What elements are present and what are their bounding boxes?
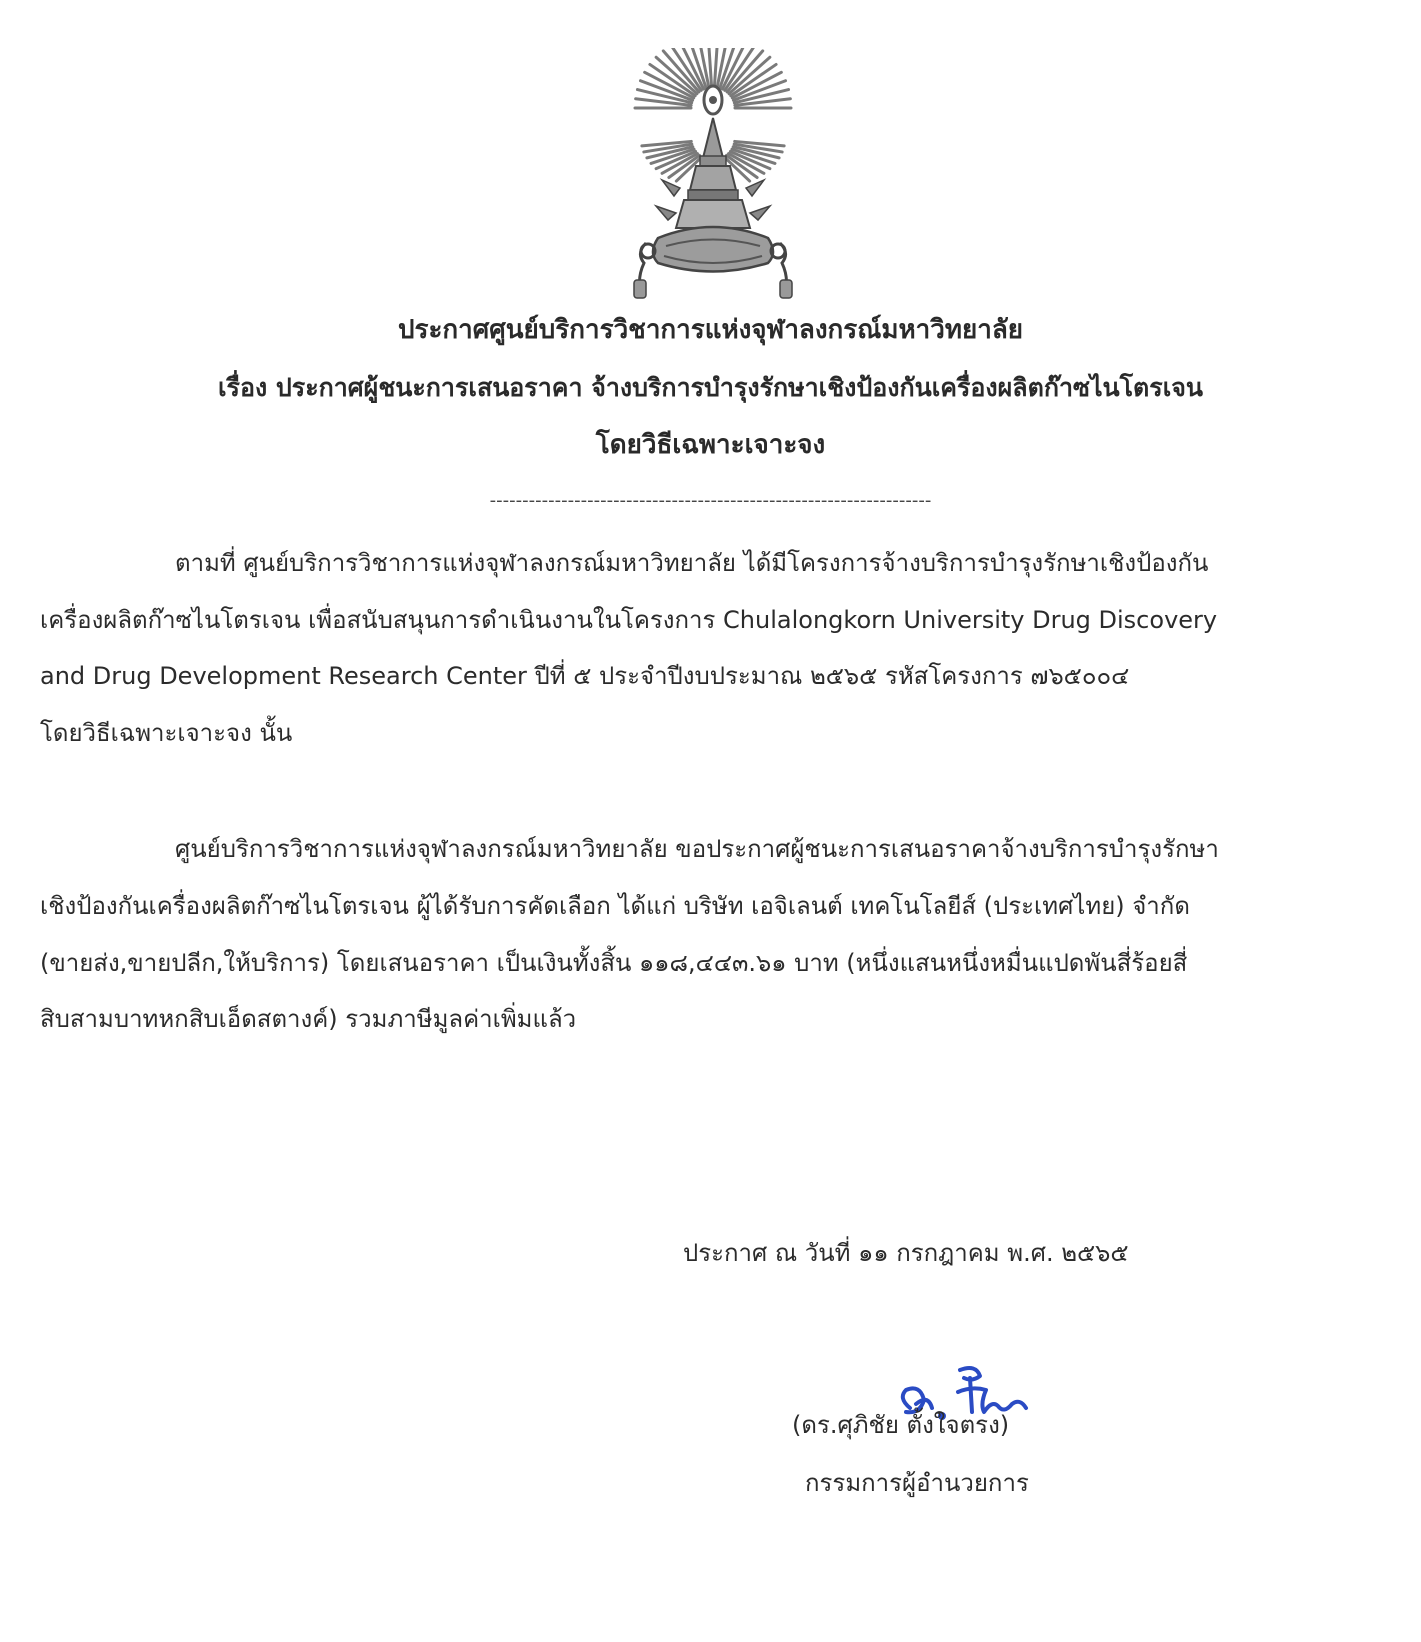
signer-position: กรรมการผู้อำนวยการ (805, 1469, 1029, 1497)
paragraph-2-line: สิบสามบาทหกสิบเอ็ดสตางค์) รวมภาษีมูลค่าเพิ่มแล้ว (40, 1005, 577, 1033)
paragraph-1-line: เครื่องผลิตก๊าซไนโตรเจน เพื่อสนับสนุนการดำเนินงานในโครงการ Chulalongkorn University Drug Discovery (40, 606, 1218, 634)
paragraph-2-line: เชิงป้องกันเครื่องผลิตก๊าซไนโตรเจน ผู้ได้รับการคัดเลือก ได้แก่ บริษัท เอจิเลนต์ เทคโนโลยีส์ (ประเทศไทย) จำกัด (40, 892, 1190, 920)
separator-line: -------------------------------------------------------------------- (489, 490, 932, 511)
announcement-title: ประกาศศูนย์บริการวิชาการแห่งจุฬาลงกรณ์มหาวิทยาลัย (398, 315, 1023, 345)
announcement-date: ประกาศ ณ วันที่ ๑๑ กรกฎาคม พ.ศ. ๒๕๖๕ (683, 1239, 1129, 1267)
announcement-subject: เรื่อง ประกาศผู้ชนะการเสนอราคา จ้างบริการบำรุงรักษาเชิงป้องกันเครื่องผลิตก๊าซไนโตรเจน (218, 373, 1203, 402)
paragraph-2-line: (ขายส่ง,ขายปลีก,ให้บริการ) โดยเสนอราคา เป็นเงินทั้งสิ้น ๑๑๘,๔๔๓.๖๑ บาท (หนึ่งแสนหนึ่งหมื่นแปดพันสี่ร้อยสี่ (40, 949, 1188, 977)
announcement-method: โดยวิธีเฉพาะเจาะจง (595, 430, 826, 460)
signer-name: (ดร.ศุภิชัย ตั้งใจตรง) (792, 1411, 1010, 1439)
university-emblem (618, 48, 808, 310)
paragraph-1-line: โดยวิธีเฉพาะเจาะจง นั้น (40, 719, 293, 747)
paragraph-2-line: ศูนย์บริการวิชาการแห่งจุฬาลงกรณ์มหาวิทยาลัย ขอประกาศผู้ชนะการเสนอราคาจ้างบริการบำรุงรักษา (175, 835, 1219, 863)
paragraph-1-line: and Drug Development Research Center ปีที่ ๕ ประจำปีงบประมาณ ๒๕๖๕ รหัสโครงการ ๗๖๕๐๐๔ (40, 662, 1130, 690)
paragraph-1-line: ตามที่ ศูนย์บริการวิชาการแห่งจุฬาลงกรณ์มหาวิทยาลัย ได้มีโครงการจ้างบริการบำรุงรักษาเชิงป้องกัน (175, 549, 1209, 577)
